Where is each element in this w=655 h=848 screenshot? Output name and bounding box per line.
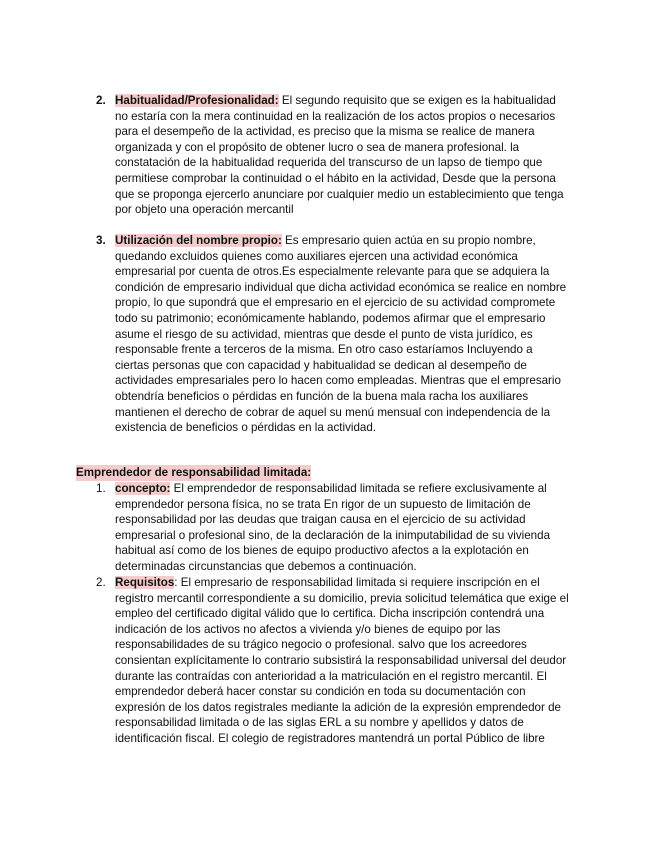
item-text-line: expresión de los datos registrales mediante la adición de la expresión emprendedor de [115, 700, 561, 714]
item-text-line: que se proponga ejercerlo anunciare por cualquier medio un establecimiento que tenga [115, 187, 564, 201]
item-text-line: registro mercantil correspondiente a su domicilio, previa solicitud telemática que exige el [115, 591, 569, 605]
item-text-line: responsabilidad por las deudas que traigan causa en el ejercicio de su actividad [115, 513, 526, 527]
item-text-line: existencia de beneficios o pérdidas en la actividad. [115, 421, 377, 435]
item-text-line: ciertas personas que con capacidad y habitualidad se dedican al desempeño de [115, 358, 527, 372]
list-item-concepto [115, 481, 550, 575]
item-title: Requisitos [115, 576, 175, 589]
item-text-line: determinadas circunstancias que debemos a continuación. [115, 559, 417, 573]
item-text-line: condición de empresario individual que dicha actividad económica se realice en nombre [115, 280, 567, 294]
item-text-line: identificación fiscal. El colegio de registradores mantendrá un portal Público de libre [115, 731, 545, 745]
item-text-line: indicación de los activos no afectos a vivienda y/o bienes de equipo por las [115, 622, 501, 636]
item-text-line: asume el riesgo de su actividad, mientras que desde el punto de vista jurídico, es [115, 327, 533, 341]
list-item-requisitos [115, 575, 569, 747]
item-text-line: mantienen el derecho de cobrar de aquel su menú mensual con independencia de la [115, 405, 551, 419]
item-text-line: actividades empresariales pero lo hacen como empleadas. Mientras que el empresario [115, 374, 561, 388]
item-text-line: permitiese comprobar la continuidad o el hábito en la actividad, Desde que la persona [115, 171, 556, 185]
item-text-line: obtendría beneficios o pérdidas en función de la buena mala racha los auxiliares [115, 389, 529, 403]
item-number: 2. [96, 576, 106, 589]
list-item-nombre-propio [115, 233, 566, 436]
item-text-line: responsabilidades de su trágico negocio o profesional. salvo que los acreedores [115, 638, 527, 652]
item-number: 2. [96, 94, 106, 107]
item-text-line: no estaría con la mera continuidad en la realización de los actos propios o necesarios [115, 109, 556, 123]
item-text-line: quedando excluidos quienes como auxiliares ejercen una actividad económica [115, 249, 518, 263]
list-item-habitualidad [115, 93, 564, 218]
item-text-line: durante las contraídas con anterioridad a la matriculación en el registro mercantil. El [115, 669, 547, 683]
item-title: Habitualidad/Profesionalidad: [115, 94, 279, 107]
item-number: 1. [96, 482, 106, 495]
item-text-line: empresarial por cuenta de otros.Es especialmente relevante para que se adquiera la [115, 265, 550, 279]
item-text-line: : El empresario de responsabilidad limitada si requiere inscripción en el [174, 576, 540, 589]
section-heading: Emprendedor de responsabilidad limitada: [76, 466, 312, 479]
item-text-line: constatación de la habitualidad requerida del transcurso de un lapso de tiempo que [115, 156, 543, 170]
item-text-line: El emprendedor de responsabilidad limitada se refiere exclusivamente al [170, 482, 547, 495]
item-text-line: todo su patrimonio; económicamente hablando, podemos afirmar que el empresario [115, 311, 546, 325]
item-text-line: emprendedor deberá hacer constar su condición en toda su documentación con [115, 685, 526, 699]
item-text-line: propio, lo que supondrá que el empresario en el ejercicio de su actividad compromete [115, 296, 556, 310]
item-text-line: Es empresario quien actúa en su propio nombre, [281, 234, 536, 247]
item-text-line: responsable frente a terceros de la misma. En otro caso estaríamos Incluyendo a [115, 343, 533, 357]
item-text-line: consientan explícitamente lo contrario subsistirá la responsabilidad universal del deudor [115, 653, 567, 667]
item-text-line: responsabilidad limitada o de las siglas ERL a su nombre y apellidos y datos de [115, 716, 524, 730]
item-title: Utilización del nombre propio: [115, 234, 282, 247]
item-text-line: emprendedor persona física, no se trata En rigor de un supuesto de limitación de [115, 497, 531, 511]
item-text-line: organizada y con el propósito de obtener lucro o sea de manera profesional. la [115, 140, 520, 154]
item-number: 3. [96, 234, 106, 247]
item-text-line: habitual así como de los bienes de equipo productivo afectos a la explotación en [115, 544, 529, 558]
item-text-line: empresarial o profesional sino, de la declaración de la inimputabilidad de su vivienda [115, 528, 551, 542]
item-text-line: El segundo requisito que se exigen es la habitualidad [278, 94, 556, 107]
item-text-line: empleo del certificado digital válido que lo certifica. Dicha inscripción contendrá una [115, 607, 545, 621]
item-text-line: por objeto una operación mercantil [115, 203, 294, 217]
item-text-line: para el desempeño de la actividad, es preciso que la misma se realice de manera [115, 125, 535, 139]
item-title: concepto: [115, 482, 171, 495]
